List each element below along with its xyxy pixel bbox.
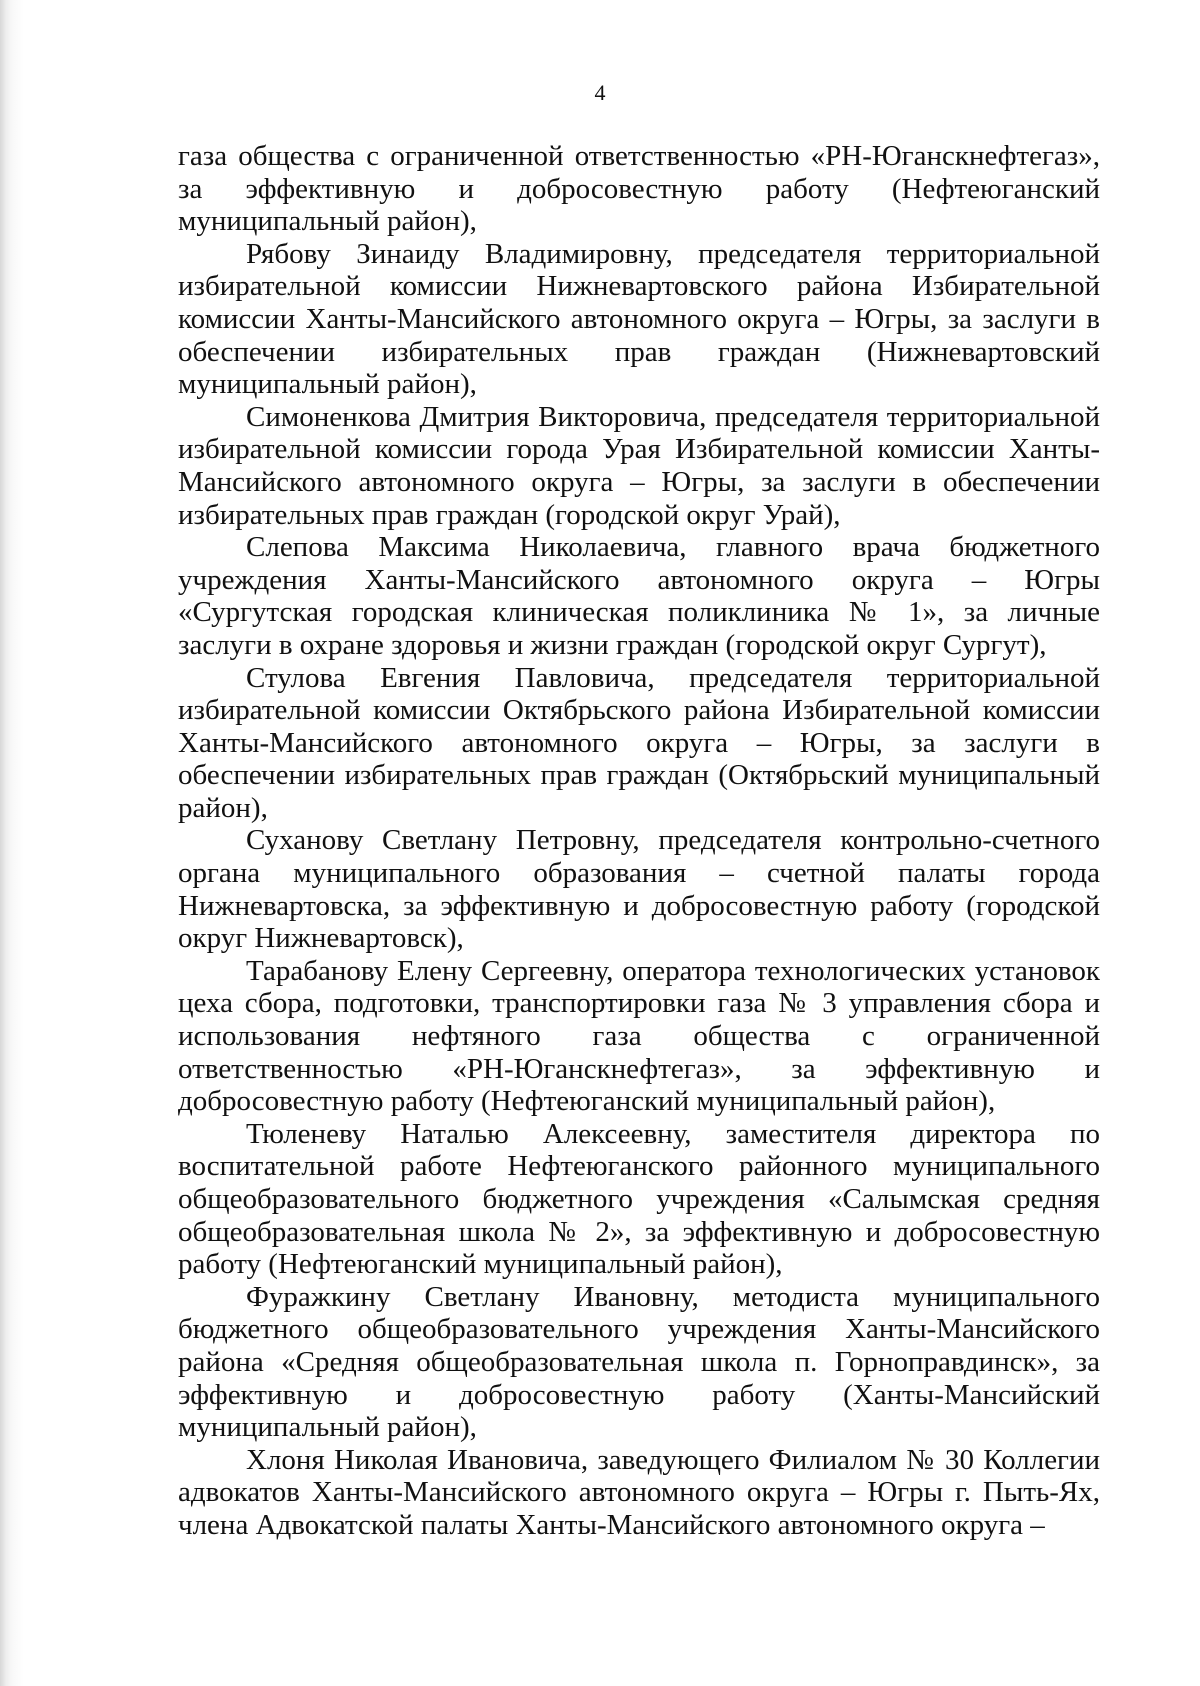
paragraph-tyuleneva: Тюленеву Наталью Алексеевну, заместителя директора по воспитательной работе Нефтеюганского районного муниципального общеобразовательного бюджетного учреждения «Салымская средняя общеобразовательная школа № 2», за эффективную и добросовестную работу (Нефтеюганский муниципальный район), (178, 1117, 1100, 1281)
paragraph-ryabova: Рябову Зинаиду Владимировну, председателя территориальной избирательной комиссии Нижневартовского района Избирательной комиссии Ханты-Мансийского автономного округа – Югры, за заслуги в обеспечении избирательных прав граждан (Нижневартовский муниципальный район), (178, 237, 1100, 401)
paragraph-slepov: Слепова Максима Николаевича, главного врача бюджетного учреждения Ханты-Мансийского автономного округа – Югры «Сургутская городская клиническая поликлиника № 1», за личные заслуги в охране здоровья и жизни граждан (городской округ Сургут), (178, 531, 1100, 661)
paragraph-simonenkov: Симоненкова Дмитрия Викторовича, председателя территориальной избирательной комиссии города Урая Избирательной комиссии Ханты-Мансийского автономного округа – Югры, за заслуги в обеспечении избирательных прав граждан (городской округ Урай), (178, 400, 1100, 531)
paragraph-stulov: Стулова Евгения Павловича, председателя территориальной избирательной комиссии Октябрьского района Избирательной комиссии Ханты-Мансийского автономного округа – Югры, за заслуги в обеспечении избирательных прав граждан (Октябрьский муниципальный район), (178, 661, 1100, 824)
paragraph-furazhkina: Фуражкину Светлану Ивановну, методиста муниципального бюджетного общеобразовательного учреждения Ханты-Мансийского района «Средняя общеобразовательная школа п. Горноправдинск», за эффективную и добросовестную работу (Ханты-Мансийский муниципальный район), (178, 1280, 1100, 1444)
scan-edge-shadow (0, 0, 24, 1686)
paragraph-tarabanova: Тарабанову Елену Сергеевну, оператора технологических установок цеха сбора, подготовки, транспортировки газа № 3 управления сбора и использования нефтяного газа общества с ограниченной ответственностью «РН-Юганскнефтегаз», за эффективную и добросовестную работу (Нефтеюганский муниципальный район), (178, 954, 1100, 1118)
paragraph-continuation: газа общества с ограниченной ответственностью «РН-Юганскнефтегаз», за эффективную и добросовестную работу (Нефтеюганский муниципальный район), (178, 140, 1100, 238)
paragraph-khlonya: Хлоня Николая Ивановича, заведующего Филиалом № 30 Коллегии адвокатов Ханты-Мансийского автономного округа – Югры г. Пыть-Ях, члена Адвокатской палаты Ханты-Мансийского автономного округа – (178, 1443, 1100, 1541)
page-number: 4 (594, 80, 606, 105)
paragraph-sukhanova: Суханову Светлану Петровну, председателя контрольно-счетного органа муниципального образования – счетной палаты города Нижневартовска, за эффективную и добросовестную работу (городской округ Нижневартовск), (178, 824, 1100, 955)
document-body (178, 140, 1100, 1542)
